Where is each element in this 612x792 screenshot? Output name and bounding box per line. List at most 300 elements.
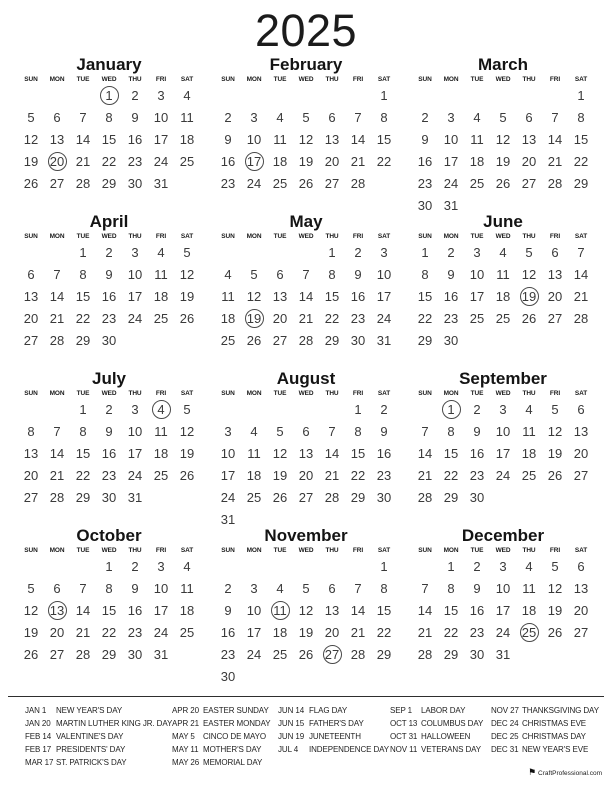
holiday-name: EASTER MONDAY <box>203 719 271 728</box>
dow-label: FRI <box>155 547 167 554</box>
date-cell: 13 <box>521 131 537 147</box>
week-row <box>215 643 397 665</box>
week-row <box>18 285 200 307</box>
holiday-name: JUNETEENTH <box>309 732 361 741</box>
date-cell: 23 <box>443 310 459 326</box>
dow-label: THU <box>325 76 339 83</box>
holiday-entry <box>25 717 172 730</box>
date-cell: 18 <box>469 153 485 169</box>
month-name: June <box>483 212 523 231</box>
month-may <box>215 213 397 370</box>
week-row <box>18 555 200 577</box>
date-cell: 18 <box>521 445 537 461</box>
holiday-date: NOV 27 <box>491 706 519 715</box>
dow-label: WED <box>495 390 511 397</box>
date-cell: 5 <box>525 244 533 260</box>
date-cell: 4 <box>499 244 507 260</box>
holiday-entry <box>25 756 172 769</box>
holiday-name: PRESIDENTS' DAY <box>56 745 126 754</box>
date-cell: 13 <box>23 445 39 461</box>
date-cell: 13 <box>23 288 39 304</box>
holiday-entry <box>390 730 491 743</box>
date-cell: 30 <box>127 175 143 191</box>
date-cell: 28 <box>547 175 563 191</box>
date-cell: 6 <box>577 401 585 417</box>
date-cell: 6 <box>525 109 533 125</box>
dow-label: MON <box>49 76 65 83</box>
date-cell: 29 <box>75 489 91 505</box>
holiday-entry <box>278 730 390 743</box>
date-cell: 10 <box>376 266 392 282</box>
date-cell: 29 <box>573 175 589 191</box>
date-cell: 26 <box>298 646 314 662</box>
dow-label: THU <box>128 547 142 554</box>
date-cell: 3 <box>447 109 455 125</box>
holiday-entry <box>491 730 599 743</box>
date-cell-empty <box>44 555 70 577</box>
week-row <box>215 599 397 621</box>
month-name: August <box>276 369 336 388</box>
date-cell: 2 <box>105 244 113 260</box>
date-cell: 10 <box>127 423 143 439</box>
date-cell-circled <box>148 398 174 420</box>
week-row <box>215 263 397 285</box>
date-cell-empty <box>516 643 542 665</box>
date-cell: 14 <box>350 602 366 618</box>
date-cell: 11 <box>154 266 168 282</box>
date-cell: 30 <box>101 332 117 348</box>
month-name: November <box>264 526 348 545</box>
dow-label: TUE <box>76 76 90 83</box>
date-cell: 3 <box>157 87 165 103</box>
date-cell: 1 <box>447 558 455 574</box>
month-april <box>18 213 200 370</box>
date-cell-empty <box>70 555 96 577</box>
month-september <box>412 370 594 527</box>
date-cell-circled <box>241 307 267 329</box>
holiday-entry <box>172 717 278 730</box>
dow-label: THU <box>522 547 536 554</box>
dow-label: TUE <box>273 390 287 397</box>
date-cell: 19 <box>179 288 195 304</box>
date-cell: 23 <box>469 467 485 483</box>
holiday-date: SEP 1 <box>390 706 413 715</box>
date-cell: 10 <box>127 266 143 282</box>
week-row <box>18 577 200 599</box>
date-cell: 3 <box>250 109 258 125</box>
dow-label: SUN <box>221 233 235 240</box>
date-cell: 24 <box>153 624 169 640</box>
dow-label: SAT <box>574 233 588 240</box>
date-cell-empty <box>542 329 568 351</box>
date-cell: 14 <box>350 131 366 147</box>
date-cell: 29 <box>443 489 459 505</box>
date-cell: 27 <box>23 489 39 505</box>
date-cell-empty <box>70 84 96 106</box>
date-cell: 6 <box>302 423 310 439</box>
dow-label: SAT <box>180 547 194 554</box>
dow-label: THU <box>522 233 536 240</box>
holiday-date: MAY 5 <box>172 732 195 741</box>
week-row <box>215 128 397 150</box>
dow-label: WED <box>495 233 511 240</box>
date-cell: 4 <box>276 109 284 125</box>
week-row <box>18 398 200 420</box>
dow-label: SUN <box>221 76 235 83</box>
date-cell: 10 <box>443 131 459 147</box>
dow-label: WED <box>298 547 314 554</box>
date-cell-empty <box>241 84 267 106</box>
date-cell-empty <box>345 84 371 106</box>
week-row <box>18 150 200 172</box>
week-row <box>215 398 397 420</box>
date-cell: 19 <box>179 445 195 461</box>
date-cell: 3 <box>131 244 139 260</box>
holiday-date: MAY 11 <box>172 745 199 754</box>
date-cell: 21 <box>75 624 91 640</box>
date-cell: 6 <box>27 266 35 282</box>
date-cell: 21 <box>350 153 366 169</box>
date-cell: 15 <box>75 288 91 304</box>
date-cell-empty <box>215 241 241 263</box>
date-cell: 25 <box>179 153 195 169</box>
date-cell: 12 <box>495 131 511 147</box>
week-row <box>412 285 594 307</box>
date-cell: 17 <box>127 288 143 304</box>
date-cell-empty <box>174 486 200 508</box>
dow-label: SUN <box>221 547 235 554</box>
date-cell-empty <box>412 555 438 577</box>
date-cell: 13 <box>324 602 340 618</box>
date-cell: 7 <box>577 244 585 260</box>
date-cell: 7 <box>53 423 61 439</box>
week-row <box>412 464 594 486</box>
week-row <box>18 307 200 329</box>
day-of-week-header-row <box>18 547 200 555</box>
date-cell: 7 <box>421 423 429 439</box>
date-cell: 25 <box>272 175 288 191</box>
week-row <box>412 241 594 263</box>
holiday-name: MOTHER'S DAY <box>203 745 262 754</box>
date-cell-empty <box>293 555 319 577</box>
holiday-entry <box>25 743 172 756</box>
holiday-date: FEB 14 <box>25 732 52 741</box>
date-cell: 31 <box>376 332 392 348</box>
date-cell: 3 <box>499 558 507 574</box>
dow-label: SAT <box>180 76 194 83</box>
week-row <box>215 172 397 194</box>
date-cell-empty <box>122 329 148 351</box>
week-row <box>18 241 200 263</box>
date-cell: 20 <box>23 467 39 483</box>
holiday-date: DEC 31 <box>491 745 519 754</box>
date-cell: 18 <box>272 624 288 640</box>
date-cell: 29 <box>417 332 433 348</box>
date-cell: 16 <box>469 445 485 461</box>
date-cell: 3 <box>499 401 507 417</box>
holiday-entry <box>172 743 278 756</box>
date-cell: 8 <box>380 580 388 596</box>
date-cell: 5 <box>302 580 310 596</box>
date-cell: 24 <box>127 310 143 326</box>
date-cell: 9 <box>105 423 113 439</box>
date-cell: 17 <box>495 445 511 461</box>
date-cell: 5 <box>276 423 284 439</box>
holiday-circle: 20 <box>48 152 67 171</box>
date-cell: 11 <box>470 131 484 147</box>
dow-label: MON <box>246 76 262 83</box>
month-december <box>412 527 594 684</box>
date-cell: 25 <box>246 489 262 505</box>
holiday-circle: 19 <box>520 287 539 306</box>
date-cell: 12 <box>23 602 39 618</box>
date-cell: 8 <box>79 266 87 282</box>
date-cell: 8 <box>447 580 455 596</box>
date-cell: 23 <box>220 646 236 662</box>
dow-label: TUE <box>470 547 484 554</box>
date-cell-empty <box>44 241 70 263</box>
date-cell: 9 <box>224 602 232 618</box>
week-row <box>215 555 397 577</box>
date-cell: 24 <box>127 467 143 483</box>
holiday-circle: 11 <box>271 601 290 620</box>
date-cell: 4 <box>525 401 533 417</box>
date-cell: 13 <box>49 131 65 147</box>
date-cell: 2 <box>380 401 388 417</box>
dow-label: MON <box>49 547 65 554</box>
date-cell: 19 <box>298 153 314 169</box>
week-row <box>215 84 397 106</box>
date-cell: 14 <box>417 602 433 618</box>
week-row <box>215 577 397 599</box>
date-cell: 11 <box>522 423 536 439</box>
date-cell: 27 <box>298 489 314 505</box>
dow-label: MON <box>443 76 459 83</box>
date-cell: 12 <box>246 288 262 304</box>
date-cell: 25 <box>179 624 195 640</box>
date-cell: 8 <box>105 580 113 596</box>
holiday-column <box>172 704 278 769</box>
date-cell-empty <box>568 643 594 665</box>
date-cell: 2 <box>473 401 481 417</box>
holiday-name: CHRISTMAS DAY <box>522 732 586 741</box>
dow-label: TUE <box>470 233 484 240</box>
week-row <box>412 172 594 194</box>
holiday-name: HALLOWEEN <box>421 732 471 741</box>
holiday-date: APR 21 <box>172 719 199 728</box>
date-cell: 6 <box>276 266 284 282</box>
date-cell: 3 <box>224 423 232 439</box>
date-cell-empty <box>490 329 516 351</box>
credit-text: CraftProfessional.com <box>538 770 602 777</box>
date-cell: 27 <box>521 175 537 191</box>
date-cell: 15 <box>101 131 117 147</box>
week-row <box>18 621 200 643</box>
holiday-date: OCT 13 <box>390 719 418 728</box>
date-cell-circled <box>96 84 122 106</box>
date-cell: 29 <box>75 332 91 348</box>
dow-label: FRI <box>155 76 167 83</box>
week-row <box>215 329 397 351</box>
date-cell: 5 <box>183 244 191 260</box>
date-cell-empty <box>542 486 568 508</box>
date-cell: 23 <box>469 624 485 640</box>
date-cell: 22 <box>75 467 91 483</box>
dow-label: THU <box>128 76 142 83</box>
date-cell: 25 <box>469 175 485 191</box>
date-cell: 3 <box>473 244 481 260</box>
date-cell: 15 <box>75 445 91 461</box>
date-cell: 4 <box>250 423 258 439</box>
holiday-date: JUN 14 <box>278 706 305 715</box>
dow-label: WED <box>101 390 117 397</box>
date-cell-circled <box>44 150 70 172</box>
holiday-name: CHRISTMAS EVE <box>522 719 587 728</box>
date-cell-empty <box>438 84 464 106</box>
date-cell: 24 <box>443 175 459 191</box>
date-cell: 30 <box>350 332 366 348</box>
date-cell-empty <box>267 665 293 687</box>
holiday-date: OCT 31 <box>390 732 418 741</box>
date-cell: 25 <box>272 646 288 662</box>
date-cell: 16 <box>376 445 392 461</box>
date-cell-empty <box>490 486 516 508</box>
date-cell: 22 <box>350 467 366 483</box>
date-cell: 6 <box>53 109 61 125</box>
week-row <box>18 599 200 621</box>
week-row <box>412 486 594 508</box>
date-cell: 4 <box>473 109 481 125</box>
date-cell: 22 <box>324 310 340 326</box>
date-cell: 28 <box>298 332 314 348</box>
date-cell: 13 <box>573 580 589 596</box>
date-cell-empty <box>215 398 241 420</box>
date-cell: 9 <box>380 423 388 439</box>
date-cell-empty <box>174 329 200 351</box>
date-cell: 9 <box>224 131 232 147</box>
date-cell-empty <box>490 84 516 106</box>
date-cell: 26 <box>23 646 39 662</box>
date-cell: 21 <box>298 310 314 326</box>
date-cell: 11 <box>496 266 510 282</box>
date-cell: 7 <box>354 109 362 125</box>
month-march <box>412 56 594 213</box>
date-cell: 23 <box>220 175 236 191</box>
year-title: 2025 <box>254 5 358 56</box>
date-cell-empty <box>241 665 267 687</box>
dow-label: FRI <box>549 390 561 397</box>
dow-label: MON <box>49 233 65 240</box>
date-cell: 16 <box>469 602 485 618</box>
date-cell-empty <box>542 643 568 665</box>
date-cell: 1 <box>79 244 87 260</box>
date-cell: 4 <box>183 87 191 103</box>
date-cell-empty <box>18 84 44 106</box>
date-cell-empty <box>371 172 397 194</box>
holiday-entry <box>25 704 172 717</box>
date-cell: 11 <box>221 288 235 304</box>
date-cell: 9 <box>105 266 113 282</box>
date-cell: 28 <box>350 646 366 662</box>
holiday-entry <box>172 756 278 769</box>
dow-label: SUN <box>221 390 235 397</box>
date-cell: 6 <box>328 580 336 596</box>
date-cell: 14 <box>75 602 91 618</box>
week-row <box>18 329 200 351</box>
date-cell: 30 <box>443 332 459 348</box>
date-cell-empty <box>464 329 490 351</box>
date-cell: 19 <box>547 445 563 461</box>
holiday-column <box>491 704 599 769</box>
date-cell: 8 <box>447 423 455 439</box>
week-row <box>412 329 594 351</box>
date-cell: 30 <box>220 668 236 684</box>
date-cell: 26 <box>495 175 511 191</box>
dow-label: SUN <box>418 76 432 83</box>
date-cell: 14 <box>49 288 65 304</box>
holiday-circle: 27 <box>323 645 342 664</box>
holiday-name: MARTIN LUTHER KING JR. DAY <box>56 719 173 728</box>
day-of-week-header-row <box>18 390 200 398</box>
date-cell: 4 <box>276 580 284 596</box>
date-cell: 15 <box>417 288 433 304</box>
date-cell: 13 <box>324 131 340 147</box>
holiday-date: JAN 1 <box>25 706 47 715</box>
date-cell: 3 <box>380 244 388 260</box>
date-cell: 28 <box>324 489 340 505</box>
date-cell: 5 <box>250 266 258 282</box>
holiday-entry <box>390 704 491 717</box>
date-cell: 12 <box>521 266 537 282</box>
date-cell-empty <box>516 486 542 508</box>
date-cell-empty <box>568 486 594 508</box>
date-cell: 4 <box>525 558 533 574</box>
dow-label: TUE <box>273 233 287 240</box>
holiday-date: JUN 19 <box>278 732 305 741</box>
date-cell: 18 <box>179 131 195 147</box>
dow-label: SAT <box>180 390 194 397</box>
date-cell: 20 <box>573 445 589 461</box>
date-cell-empty <box>215 555 241 577</box>
date-cell: 6 <box>328 109 336 125</box>
date-cell: 29 <box>350 489 366 505</box>
date-cell: 26 <box>547 624 563 640</box>
date-cell-empty <box>267 555 293 577</box>
date-cell: 6 <box>551 244 559 260</box>
dow-label: SAT <box>574 390 588 397</box>
date-cell: 11 <box>154 423 168 439</box>
date-cell: 14 <box>417 445 433 461</box>
month-name: May <box>289 212 323 231</box>
week-row <box>412 128 594 150</box>
day-of-week-header-row <box>412 547 594 555</box>
date-cell-empty <box>464 84 490 106</box>
date-cell: 25 <box>153 467 169 483</box>
dow-label: TUE <box>470 76 484 83</box>
month-name: January <box>76 55 142 74</box>
date-cell: 18 <box>495 288 511 304</box>
dow-label: WED <box>298 233 314 240</box>
date-cell: 12 <box>272 445 288 461</box>
week-row <box>412 555 594 577</box>
date-cell: 27 <box>272 332 288 348</box>
date-cell: 5 <box>302 109 310 125</box>
holiday-date: FEB 17 <box>25 745 52 754</box>
date-cell: 17 <box>376 288 392 304</box>
date-cell: 19 <box>547 602 563 618</box>
dow-label: THU <box>522 76 536 83</box>
week-row <box>215 241 397 263</box>
